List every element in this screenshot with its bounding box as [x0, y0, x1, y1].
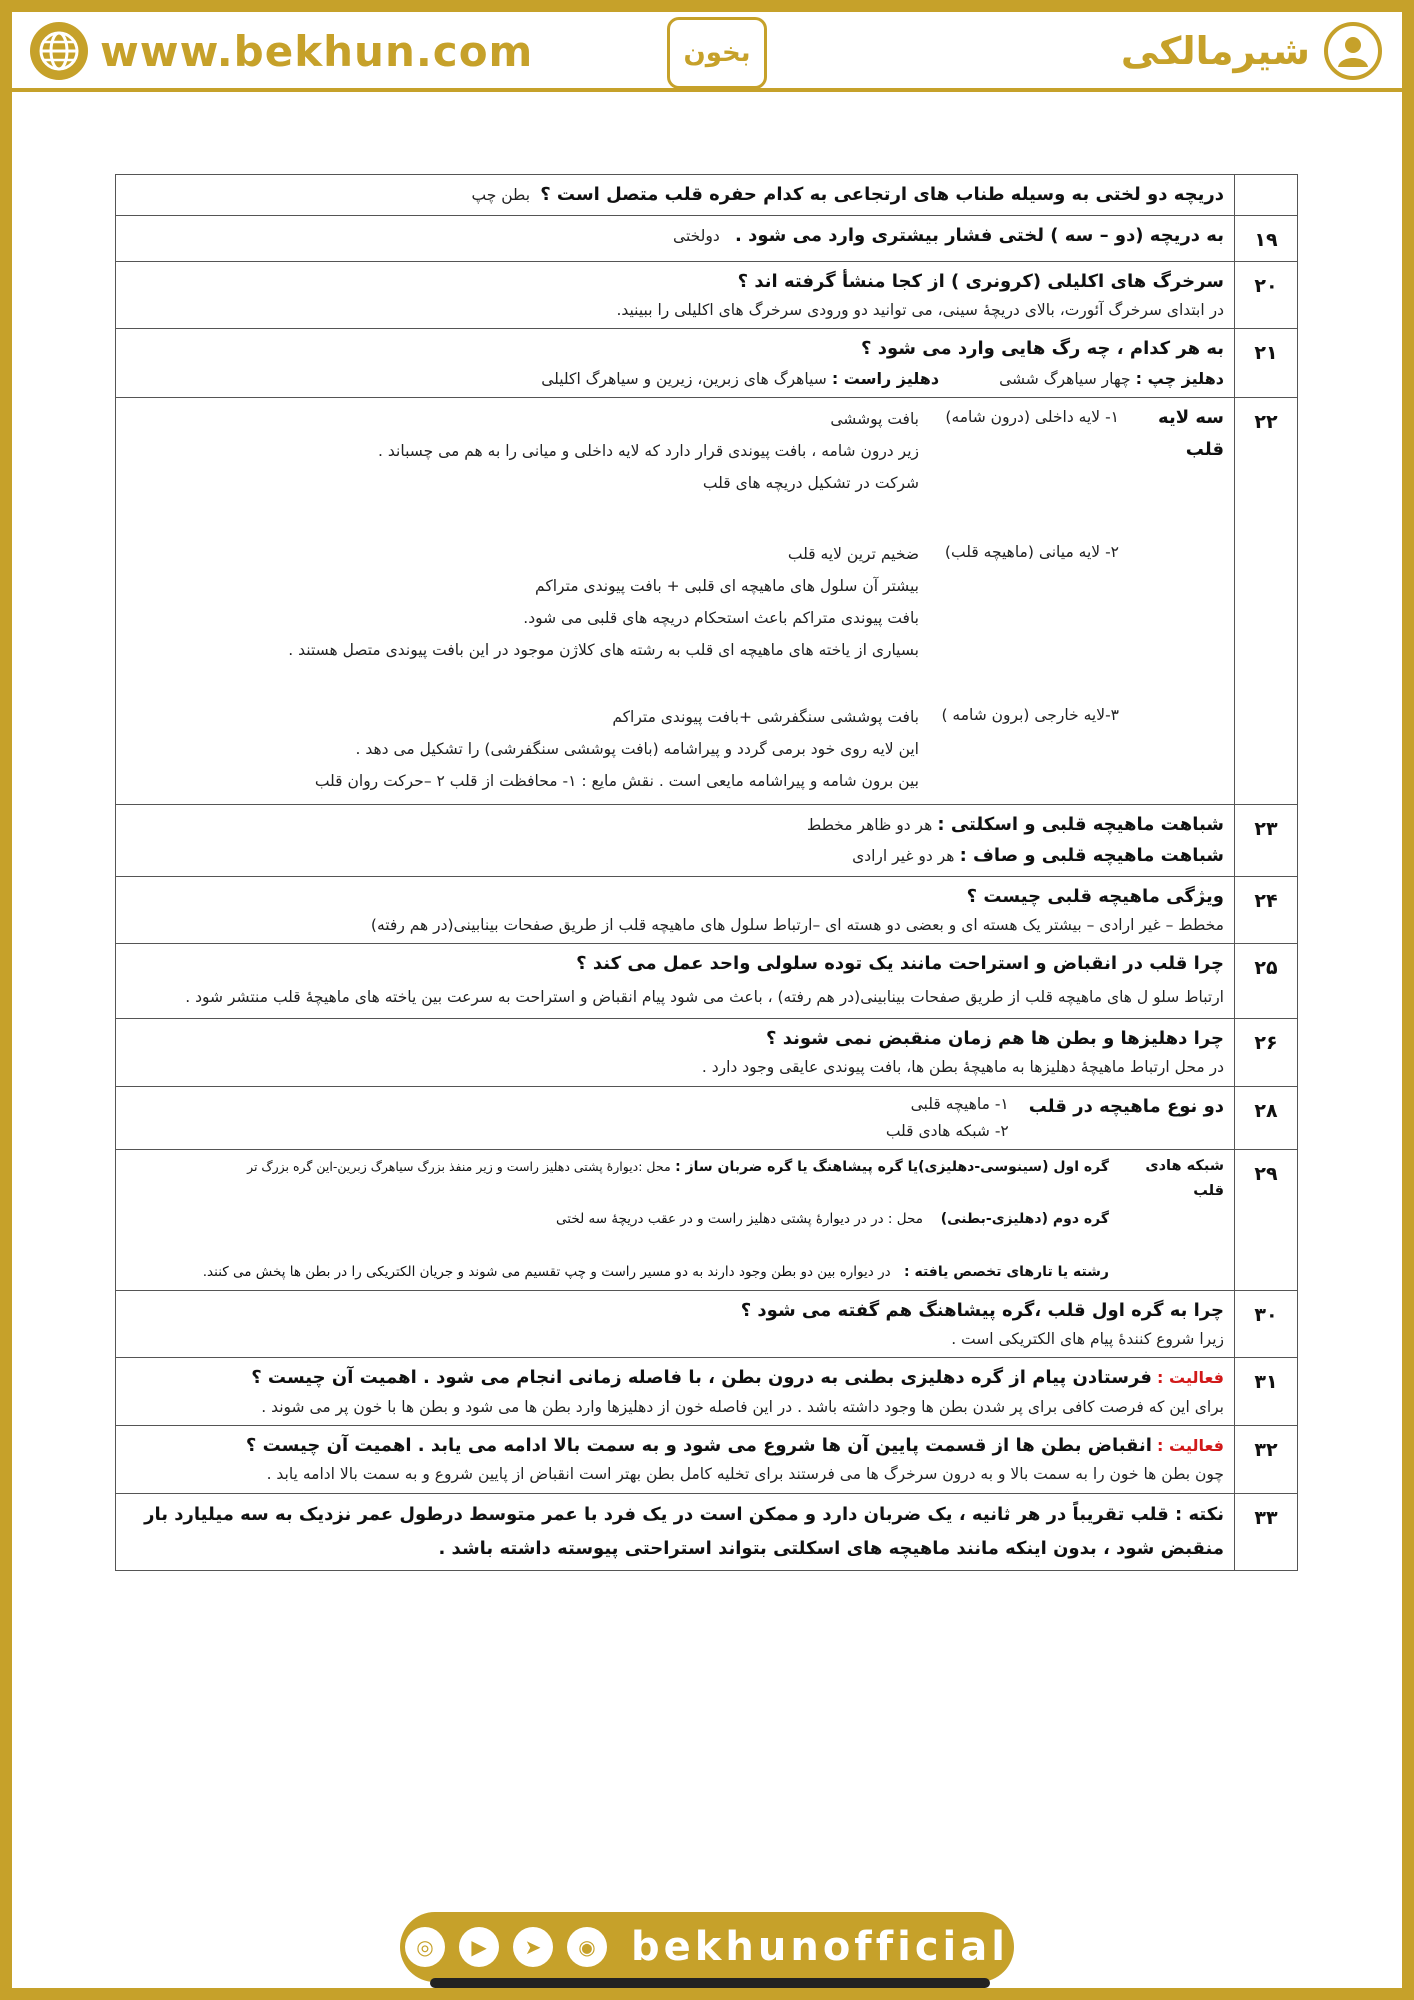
site-url[interactable]: www.bekhun.com	[100, 26, 534, 76]
social-handle[interactable]: bekhunofficial	[631, 1924, 1009, 1970]
right-atrium-value: سیاهرگ های زبرین، زیرین و سیاهرگ اکلیلی	[541, 369, 827, 388]
question: سه لایه قلب	[1158, 407, 1224, 460]
answer: مخطط – غیر ارادی – بیشتر یک هسته ای و بعضی دو هسته ای –ارتباط سلول های ماهیچه قلب از طریق صفحات بینابینی(در هم رفته)	[370, 916, 1224, 935]
row-number: ۲۰	[1235, 261, 1298, 329]
question: به دریچه (دو – سه ) لختی فشار بیشتری وارد می شود .	[735, 224, 1224, 246]
row-number: ۳۰	[1235, 1290, 1298, 1358]
brand-logo	[667, 18, 767, 88]
layer-3-title: ۳-لایه خارجی (برون شامه )	[941, 706, 1119, 725]
table-row	[116, 944, 1298, 1019]
layer-3-item: بافت پوششی سنگفرشی +بافت پیوندی متراکم	[612, 708, 919, 727]
node-2-value: محل : در در دیوارهٔ پشتی دهلیز راست و در عقب دریچهٔ سه لختی	[556, 1211, 923, 1228]
telegram-icon[interactable]: ➤	[513, 1927, 553, 1967]
question: دریچه دو لختی به وسیله طناب های ارتجاعی به کدام حفره قلب متصل است ؟	[540, 184, 1224, 205]
logo-text: بخون	[683, 38, 751, 68]
list-item: ۲- شبکه هادی قلب	[885, 1121, 1009, 1140]
question: سرخرگ های اکلیلی (کرونری ) از کجا منشأ گرفته اند ؟	[737, 270, 1224, 292]
user-icon	[1324, 22, 1382, 80]
left-atrium-label: دهلیز چپ :	[1135, 368, 1224, 388]
layer-2-title: ۲- لایه میانی (ماهیچه قلب)	[944, 543, 1119, 562]
row-number: ۲۳	[1235, 804, 1298, 876]
question: شباهت ماهیچه قلبی و صاف :	[959, 845, 1224, 867]
answer: چون بطن ها خون را به سمت بالا و به درون سرخرگ ها می فرستند برای تخلیه کامل بطن بهتر است انقباض از پایین شروع و به سمت بالا ادامه یابد .	[266, 1465, 1224, 1484]
row-number: ۲۱	[1235, 329, 1298, 398]
node-1-value: محل :دیوارهٔ پشتی دهلیز راست و زیر منفذ بزرگ سیاهرگ زبرین-این گره بزرگ تر	[247, 1158, 671, 1174]
note-text: نکته : قلب تقریباً در هر ثانیه ، یک ضربان دارد و ممکن است در یک فرد با عمر متوسط درطول عمر نزدیک به سه میلیارد بار منقبض شود ، بدون اینکه مانند ماهیچه های اسکلتی بتواند استراحتی پیوسته داشته باشد .	[144, 1503, 1224, 1559]
answer: هر دو ظاهر مخطط	[806, 815, 933, 834]
activity-tag: فعالیت :	[1157, 1368, 1224, 1388]
table-row	[116, 1290, 1298, 1358]
layer-2-item: بسیاری از یاخته های ماهیچه ای قلب به رشته های کلاژن موجود در این بافت پیوندی متصل هستند .	[288, 640, 919, 659]
node-3-value: در دیواره بین دو بطن وجود دارند به دو مسیر راست و چپ تقسیم می شوند و جریان الکتریکی را در بطن ها پخش می کنند.	[202, 1263, 891, 1280]
globe-icon	[30, 22, 88, 80]
footer-shadow	[430, 1978, 990, 1988]
table-row	[116, 1425, 1298, 1493]
question: چرا به گره اول قلب ،گره پیشاهنگ هم گفته می شود ؟	[740, 1299, 1224, 1321]
table-row	[116, 1149, 1298, 1290]
header-divider	[12, 88, 1402, 92]
author-name: شیرمالکی	[1120, 29, 1310, 73]
answer: دولختی	[673, 226, 720, 245]
row-number: ۲۸	[1235, 1086, 1298, 1149]
table-row	[116, 876, 1298, 944]
question: دو نوع ماهیچه در قلب	[1028, 1095, 1224, 1117]
layer-2-item: بافت پیوندی متراکم باعث استحکام دریچه های قلبی می شود.	[523, 608, 919, 627]
row-number: ۳۱	[1235, 1358, 1298, 1426]
author-block	[1121, 20, 1382, 82]
table-row	[116, 1358, 1298, 1426]
row-number: ۱۹	[1235, 215, 1298, 261]
question: فرستادن پیام از گره دهلیزی بطنی به درون بطن ، با فاصله زمانی انجام می شود . اهمیت آن چیست ؟	[251, 1367, 1152, 1389]
question: شبکه هادی قلب	[1145, 1157, 1224, 1200]
question: شباهت ماهیچه قلبی و اسکلتی :	[937, 813, 1224, 835]
question: چرا قلب در انقباض و استراحت مانند یک توده سلولی واحد عمل می کند ؟	[576, 953, 1224, 975]
answer: زیرا شروع کنندهٔ پیام های الکتریکی است .	[951, 1330, 1224, 1349]
row-number: ۲۹	[1235, 1149, 1298, 1290]
table-row	[116, 175, 1298, 216]
table-row	[116, 329, 1298, 398]
right-atrium-label: دهلیز راست :	[831, 368, 940, 388]
activity-tag: فعالیت :	[1157, 1435, 1224, 1455]
qa-table	[115, 174, 1298, 1571]
table-row	[116, 1493, 1298, 1570]
row-number: ۳۲	[1235, 1425, 1298, 1493]
layer-1-title: ۱- لایه داخلی (درون شامه)	[945, 408, 1119, 426]
node-1-title: گره اول (سینوسی-دهلیزی)یا گره پیشاهنگ یا گره ضربان ساز :	[675, 1158, 1109, 1175]
answer: هر دو غیر ارادی	[852, 847, 955, 866]
row-number: ۲۲	[1235, 398, 1298, 805]
answer: بطن چپ	[471, 186, 531, 204]
table-row	[116, 215, 1298, 261]
answer: در ابتدای سرخرگ آئورت، بالای دریچهٔ سینی، می توانید دو ورودی سرخرگ های اکلیلی را ببینید.	[616, 301, 1224, 320]
question: انقباض بطن ها از قسمت پایین آن ها شروع می شود و به سمت بالا ادامه می یابد . اهمیت آن چیست ؟	[245, 1434, 1152, 1456]
question: چرا دهلیزها و بطن ها هم زمان منقبض نمی شوند ؟	[766, 1027, 1224, 1049]
node-3-title: رشته یا تارهای تخصص یافته :	[903, 1263, 1109, 1280]
site-link[interactable]	[30, 20, 533, 82]
layer-3-item: این لایه روی خود برمی گردد و پیراشامه (بافت پوششی سنگفرشی) را تشکیل می دهد .	[355, 740, 919, 759]
list-item: ۱- ماهیچه قلبی	[910, 1094, 1009, 1113]
layer-2-item: ضخیم ترین لایه قلب	[787, 545, 919, 564]
row-number	[1235, 175, 1298, 216]
table-row	[116, 1086, 1298, 1149]
instagram-icon[interactable]: ◉	[567, 1927, 607, 1967]
answer: برای این که فرصت کافی برای پر شدن بطن ها وجود داشته باشد . در این فاصله خون از دهلیزها وارد بطن ها می شود و بطن ها با خون پر می شوند .	[261, 1397, 1224, 1416]
page-header	[12, 12, 1402, 90]
table-row	[116, 398, 1298, 805]
youtube-icon[interactable]: ▶	[459, 1927, 499, 1967]
answer: در محل ارتباط ماهیچهٔ دهلیزها به ماهیچهٔ بطن ها، بافت پیوندی عایقی وجود دارد .	[701, 1058, 1224, 1077]
row-number: ۲۵	[1235, 944, 1298, 1019]
table-row	[116, 1018, 1298, 1086]
layer-2-item: بیشتر آن سلول های ماهیچه ای قلبی + بافت پیوندی متراکم	[535, 577, 919, 596]
question: ویژگی ماهیچه قلبی چیست ؟	[966, 885, 1224, 907]
aparat-icon[interactable]: ◎	[405, 1927, 445, 1967]
row-number: ۲۴	[1235, 876, 1298, 944]
left-atrium-value: چهار سیاهرگ ششی	[999, 369, 1131, 388]
table-row	[116, 804, 1298, 876]
layer-3-item: بین برون شامه و پیراشامه مایعی است . نقش مایع : ۱- محافظت از قلب ۲ –حرکت روان قلب	[314, 771, 919, 790]
layer-1-item: زیر درون شامه ، بافت پیوندی قرار دارد که لایه داخلی و میانی را به هم می چسباند .	[378, 441, 919, 460]
question: به هر کدام ، چه رگ هایی وارد می شود ؟	[861, 338, 1224, 360]
row-number: ۳۳	[1235, 1493, 1298, 1570]
answer: ارتباط سلو ل های ماهیچه قلب از طریق صفحات بینابینی(در هم رفته) ، باعث می شود پیام انقباض و استراحت به سرعت بین یاخته های ماهیچهٔ قلب منتشر شود .	[185, 987, 1224, 1006]
footer-social-bar[interactable]	[400, 1912, 1014, 1982]
table-row	[116, 261, 1298, 329]
row-number: ۲۶	[1235, 1018, 1298, 1086]
node-2-title: گره دوم (دهلیزی-بطنی)	[940, 1211, 1109, 1228]
layer-1-item: بافت پوششی	[830, 410, 919, 428]
layer-1-item: شرکت در تشکیل دریچه های قلب	[702, 473, 919, 492]
